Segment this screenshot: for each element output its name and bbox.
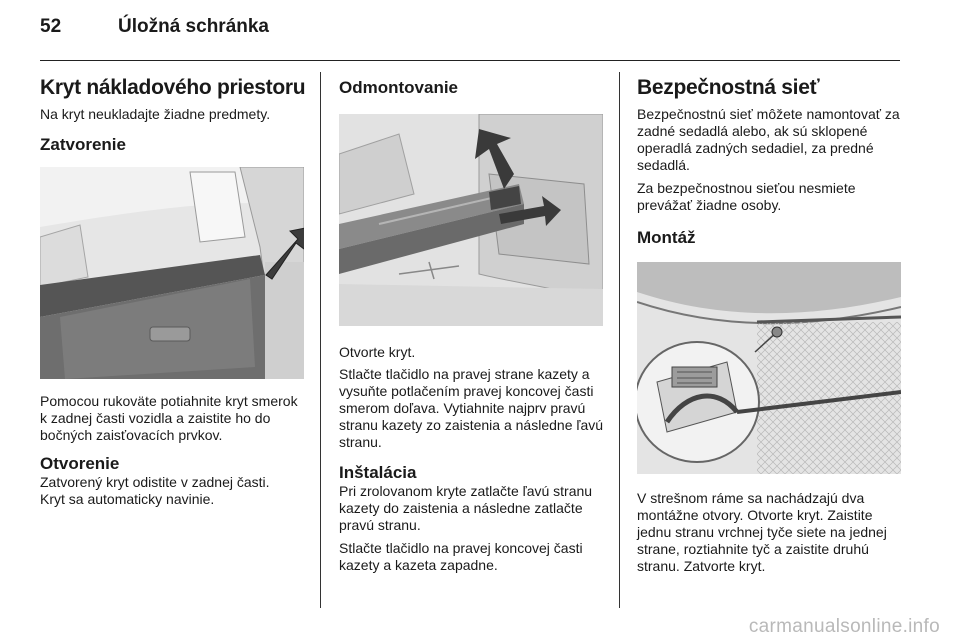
install-step-1: Pri zrolovanom kryte zatlačte ľavú stranu kazety do zaistenia a následne zatlačte pravú stranu. <box>339 483 593 533</box>
page-number: 52 <box>40 16 62 37</box>
install-step-2: Stlačte tlačidlo na pravej koncovej časti kazety a kazeta zapadne. <box>339 540 583 573</box>
section-title: Kryt nákladového priestoru <box>40 76 306 99</box>
closing-heading: Zatvorenie <box>40 135 126 154</box>
cargo-cover-removal-illustration <box>339 114 603 326</box>
removal-step-2: Stlačte tlačidlo na pravej strane kazety a vysuňte potlačením pravej koncovej časti smerom doľava. Vytiahnite najprv pravú stranu kazety zo zaistenia a následne ľavú stranu. <box>339 366 604 450</box>
removal-heading: Odmontovanie <box>339 78 459 97</box>
chapter-title: Úložná schránka <box>118 16 269 37</box>
opening-heading: Otvorenie <box>40 454 120 473</box>
intro-text: Na kryt neukladajte žiadne predmety. <box>40 106 271 122</box>
column-cargo-cover <box>40 76 306 514</box>
column-removal <box>339 76 605 580</box>
safety-net-title: Bezpečnostná sieť <box>637 76 820 99</box>
mount-heading: Montáž <box>637 228 696 247</box>
watermark: carmanualsonline.info <box>748 616 940 637</box>
safety-net-text: Bezpečnostnú sieť môžete namontovať za zadné sedadlá alebo, ak sú sklopené operadlá zadných sedadiel, za predné sedadlá. <box>637 106 900 173</box>
safety-net-mount-illustration <box>637 262 901 474</box>
column-divider <box>619 72 620 608</box>
opening-text: Zatvorený kryt odistite v zadnej časti. <box>40 474 270 490</box>
closing-text: Pomocou rukoväte potiahnite kryt smerok k zadnej časti vozidla a zaistite ho do bočných zaisťovacích prvkov. <box>40 393 298 443</box>
removal-step-1: Otvorte kryt. <box>339 344 416 360</box>
cargo-cover-closing-illustration <box>40 167 304 379</box>
safety-net-warning: Za bezpečnostnou sieťou nesmiete prevážať žiadne osoby. <box>637 180 856 213</box>
header-rule <box>40 60 900 61</box>
column-divider <box>320 72 321 608</box>
mount-text: V strešnom ráme sa nachádzajú dva montážne otvory. Otvorte kryt. Zaistite jednu stranu vrchnej tyče siete na jednej strane, roztiahnite tyč a zaistite druhú stranu. Zatvorte kryt. <box>637 490 887 574</box>
column-safety-net <box>637 76 903 581</box>
install-heading: Inštalácia <box>339 463 417 482</box>
opening-text-2: Kryt sa automaticky navinie. <box>40 491 215 507</box>
